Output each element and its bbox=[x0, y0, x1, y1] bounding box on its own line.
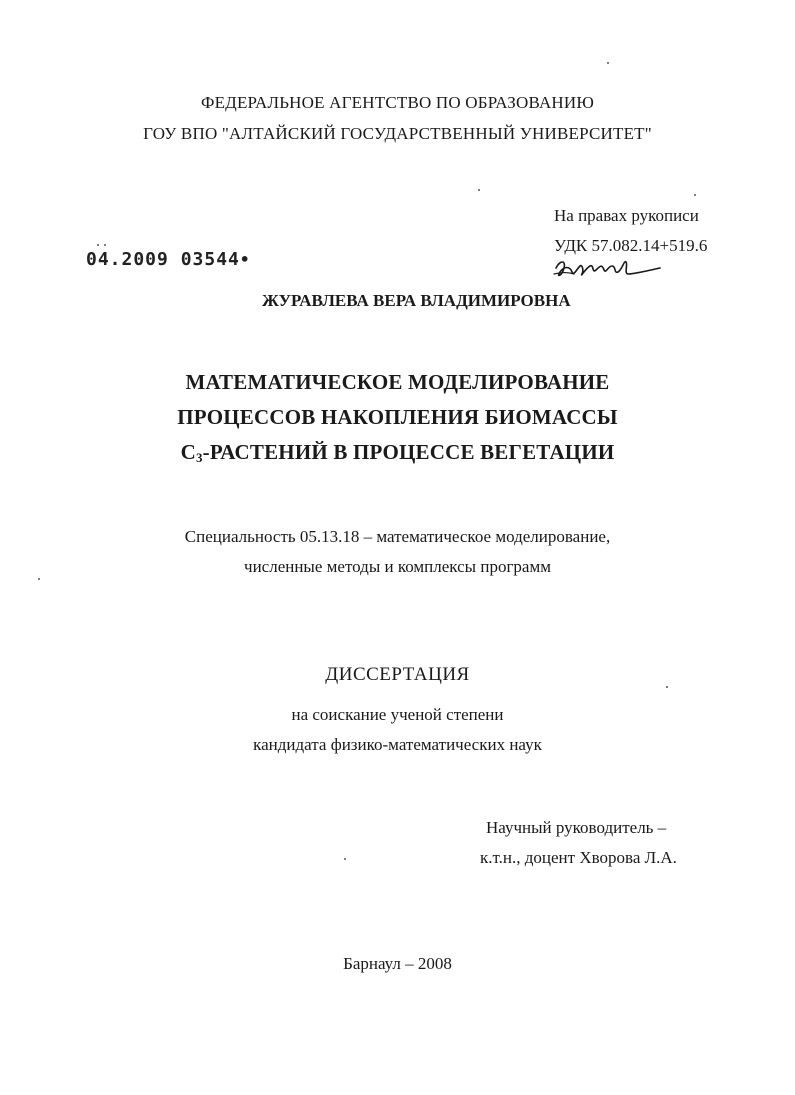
manuscript-rights: На правах рукописи bbox=[554, 206, 699, 225]
city-year: Барнаул – 2008 bbox=[343, 954, 452, 973]
title-line-1: МАТЕМАТИЧЕСКОЕ МОДЕЛИРОВАНИЕ bbox=[185, 370, 610, 394]
registry-number bbox=[86, 249, 251, 270]
title-line-3 bbox=[0, 440, 795, 466]
registry-number-text: 04.2009 03544 bbox=[86, 249, 240, 270]
university-name: ГОУ ВПО "АЛТАЙСКИЙ ГОСУДАРСТВЕННЫЙ УНИВЕРСИТЕТ" bbox=[143, 124, 652, 143]
dissertation-label: ДИССЕРТАЦИЯ bbox=[325, 664, 470, 685]
signature bbox=[550, 254, 670, 290]
degree-line-2: кандидата физико-математических наук bbox=[253, 735, 542, 754]
title-line-3-rest: -РАСТЕНИЙ В ПРОЦЕССЕ ВЕГЕТАЦИИ bbox=[202, 440, 615, 464]
scan-speck bbox=[104, 244, 106, 246]
supervisor-name: к.т.н., доцент Хворова Л.А. bbox=[480, 848, 677, 867]
registry-dot-icon: • bbox=[239, 250, 251, 269]
specialty-line-2: численные методы и комплексы программ bbox=[244, 557, 551, 576]
supervisor-role: Научный руководитель – bbox=[486, 818, 667, 837]
specialty-line-1: Специальность 05.13.18 – математическое моделирование, bbox=[184, 527, 611, 546]
scan-speck bbox=[666, 686, 668, 688]
title-line-2: ПРОЦЕССОВ НАКОПЛЕНИЯ БИОМАССЫ bbox=[177, 405, 618, 429]
agency-name: ФЕДЕРАЛЬНОЕ АГЕНТСТВО ПО ОБРАЗОВАНИЮ bbox=[200, 93, 595, 112]
scan-speck bbox=[38, 578, 40, 580]
scan-speck bbox=[344, 858, 346, 860]
scan-speck bbox=[97, 244, 99, 246]
title-c-letter: С bbox=[180, 440, 196, 464]
author-name: ЖУРАВЛЕВА ВЕРА ВЛАДИМИРОВНА bbox=[262, 291, 571, 310]
title-subscript: 3 bbox=[195, 450, 203, 465]
scan-speck bbox=[694, 194, 696, 196]
scan-speck bbox=[607, 62, 609, 64]
degree-line-1: на соискание ученой степени bbox=[291, 705, 504, 724]
udc-code: УДК 57.082.14+519.6 bbox=[554, 236, 708, 255]
scan-speck bbox=[478, 189, 480, 191]
